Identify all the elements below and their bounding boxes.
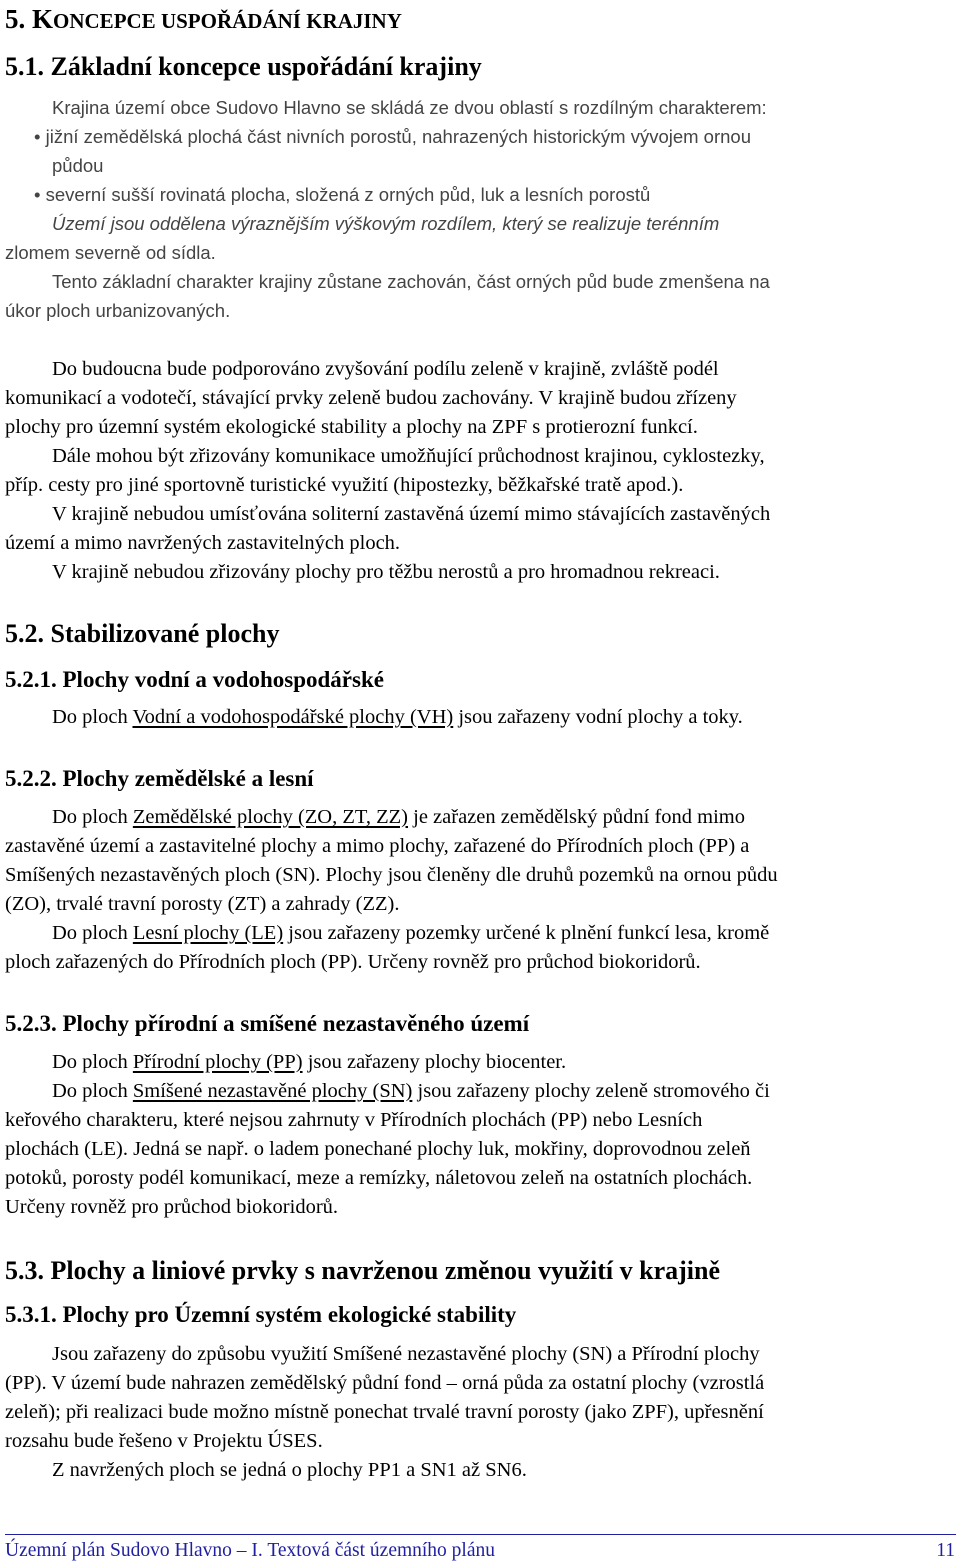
mixed-line-4: potoků, porosty podél komunikací, meze a remízky, náletovou zeleň na ostatních plochách. [5, 1167, 753, 1189]
chapter-title-rest: ONCEPCE USPOŘÁDÁNÍ KRAJINY [53, 9, 402, 33]
nature-line-1: Do ploch Přírodní plochy (PP) jsou zařazeny plochy biocenter. [52, 1051, 567, 1073]
mixed-line-2: keřového charakteru, které nejsou zahrnuty v Přírodních plochách (PP) nebo Lesních [5, 1109, 703, 1131]
future-line-1: Do budoucna bude podporováno zvyšování podílu zeleně v krajině, zvláště podél [52, 358, 719, 380]
uses-line-4: rozsahu bude řešeno v Projektu ÚSES. [5, 1430, 323, 1452]
footer-rule [5, 1534, 956, 1535]
uses-line-3: zeleň); při realizaci bude možno místně ponechat trvalé travní porosty (jako ZPF), upřesnění [5, 1401, 764, 1423]
section-heading-5-1: 5.1. Základní koncepce uspořádání krajiny [5, 52, 482, 81]
water-line: Do ploch Vodní a vodohospodářské plochy (VH) jsou zařazeny vodní plochy a toky. [52, 706, 743, 728]
future-line-4: Dále mohou být zřizovány komunikace umožňující průchodnost krajinou, cyklostezky, [52, 445, 765, 467]
italic-line-1: Území jsou oddělena výraznějším výškovým rozdílem, který se realizuje terénním [52, 213, 720, 234]
bullet-south-cont: půdou [52, 155, 104, 176]
italic-line-2: zlomem severně od sídla. [5, 242, 216, 263]
character-line-1: Tento základní charakter krajiny zůstane zachován, část orných půd bude zmenšena na [52, 271, 770, 292]
chapter-initial: K [32, 4, 54, 34]
bullet-north: • severní sušší rovinatá plocha, složená z orných půd, luk a lesních porostů [34, 184, 651, 205]
footer-title: Územní plán Sudovo Hlavno – I. Textová část územního plánu [5, 1540, 496, 1561]
forest-line-2: ploch zařazených do Přírodních ploch (PP). Určeny rovněž pro průchod biokoridorů. [5, 951, 701, 973]
water-category-link[interactable]: Vodní a vodohospodářské plochy (VH) [132, 706, 454, 728]
subsection-heading-5-3-1: 5.3.1. Plochy pro Územní systém ekologické stability [5, 1302, 517, 1327]
agri-line-4: (ZO), trvalé travní porosty (ZT) a zahrady (ZZ). [5, 893, 400, 915]
uses-line-2: (PP). V území bude nahrazen zemědělský půdní fond – orná půda za ostatní plochy (vzrostlá [5, 1372, 765, 1394]
section-heading-5-2: 5.2. Stabilizované plochy [5, 619, 280, 648]
subsection-heading-5-2-3: 5.2.3. Plochy přírodní a smíšené nezastavěného území [5, 1011, 530, 1036]
future-line-7: území a mimo navržených zastavitelných ploch. [5, 532, 401, 554]
chapter-heading [5, 4, 402, 35]
future-line-3: plochy pro územní systém ekologické stability a plochy na ZPF s protierozní funkcí. [5, 416, 698, 438]
section-heading-5-3: 5.3. Plochy a liniové prvky s navrženou změnou využití v krajině [5, 1256, 720, 1285]
future-line-5: příp. cesty pro jiné sportovně turistické využití (hipostezky, běžkařské tratě apod.). [5, 474, 684, 496]
bullet-south: • jižní zemědělská plochá část nivních porostů, nahrazených historickým vývojem ornou [34, 126, 752, 147]
future-line-2: komunikací a vodotečí, stávající prvky zeleně budou zachovány. V krajině budou zřízeny [5, 387, 737, 409]
uses-line-5: Z navržených ploch se jedná o plochy PP1 a SN1 až SN6. [52, 1459, 527, 1481]
future-line-8: V krajině nebudou zřizovány plochy pro těžbu nerostů a pro hromadnou rekreaci. [52, 561, 720, 583]
mixed-category-link[interactable]: Smíšené nezastavěné plochy (SN) [132, 1080, 413, 1102]
intro-line: Krajina území obce Sudovo Hlavno se skládá ze dvou oblastí s rozdílným charakterem: [52, 97, 767, 118]
agri-line-2: zastavěné území a zastavitelné plochy a mimo plochy, zařazené do Přírodních ploch (PP) a [5, 835, 750, 857]
subsection-heading-5-2-2: 5.2.2. Plochy zemědělské a lesní [5, 766, 314, 791]
mixed-line-5: Určeny rovněž pro průchod biokoridorů. [5, 1196, 339, 1218]
chapter-number: 5. [5, 4, 32, 34]
future-line-6: V krajině nebudou umísťována soliterní zastavěná území mimo stávajících zastavěných [52, 503, 771, 525]
agri-line-1: Do ploch Zemědělské plochy (ZO, ZT, ZZ) je zařazen zemědělský půdní fond mimo [52, 806, 745, 828]
page-number: 11 [936, 1540, 955, 1561]
agri-line-3: Smíšených nezastavěných ploch (SN). Plochy jsou členěny dle druhů pozemků na ornou půdu [5, 864, 778, 886]
agri-category-link[interactable]: Zemědělské plochy (ZO, ZT, ZZ) [132, 806, 408, 828]
uses-line-1: Jsou zařazeny do způsobu využití Smíšené nezastavěné plochy (SN) a Přírodní plochy [52, 1343, 760, 1365]
mixed-line-3: plochách (LE). Jedná se např. o ladem ponechané plochy luk, mokřiny, doprovodnou zeleň [5, 1138, 751, 1160]
nature-category-link[interactable]: Přírodní plochy (PP) [132, 1051, 303, 1073]
forest-category-link[interactable]: Lesní plochy (LE) [132, 922, 284, 944]
character-line-2: úkor ploch urbanizovaných. [5, 300, 231, 321]
subsection-heading-5-2-1: 5.2.1. Plochy vodní a vodohospodářské [5, 667, 384, 692]
mixed-line-1: Do ploch Smíšené nezastavěné plochy (SN) jsou zařazeny plochy zeleně stromového či [52, 1080, 770, 1102]
forest-line-1: Do ploch Lesní plochy (LE) jsou zařazeny pozemky určené k plnění funkcí lesa, kromě [52, 922, 770, 944]
